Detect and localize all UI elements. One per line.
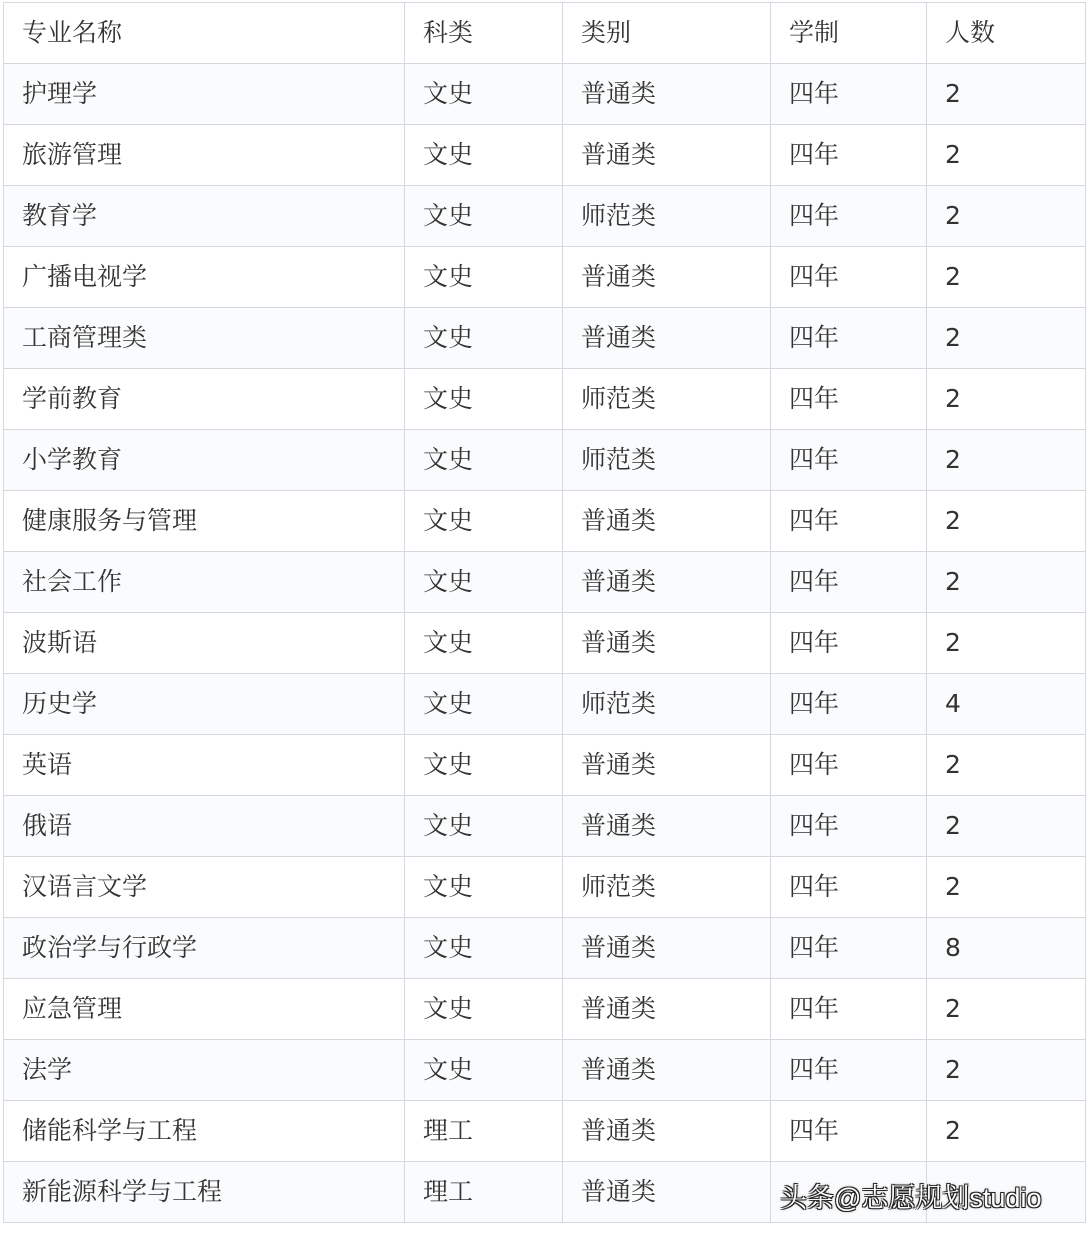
cell-count: 2: [927, 1101, 1086, 1162]
cell-duration: 四年: [771, 186, 927, 247]
cell-major-name: 教育学: [4, 186, 405, 247]
cell-count: 2: [927, 186, 1086, 247]
cell-count: 2: [927, 613, 1086, 674]
table-body: [4, 3, 1086, 1223]
cell-subject-category: 文史: [405, 735, 563, 796]
cell-subject-category: 文史: [405, 613, 563, 674]
cell-type: 普通类: [563, 979, 771, 1040]
table-row: [4, 1040, 1086, 1101]
cell-major-name: 历史学: [4, 674, 405, 735]
majors-table: [3, 2, 1086, 1223]
cell-type: 普通类: [563, 613, 771, 674]
cell-type: 师范类: [563, 369, 771, 430]
cell-type: 师范类: [563, 857, 771, 918]
table-row: [4, 125, 1086, 186]
table-row: [4, 796, 1086, 857]
cell-duration: 四年: [771, 247, 927, 308]
cell-subject-category: 文史: [405, 918, 563, 979]
cell-count: 2: [927, 552, 1086, 613]
cell-subject-category: 文史: [405, 430, 563, 491]
cell-count: 2: [927, 247, 1086, 308]
cell-count: 2: [927, 979, 1086, 1040]
cell-type: 普通类: [563, 308, 771, 369]
cell-type: 普通类: [563, 552, 771, 613]
cell-type: 普通类: [563, 796, 771, 857]
cell-major-name: 小学教育: [4, 430, 405, 491]
cell-subject-category: 文史: [405, 369, 563, 430]
cell-duration: 四年: [771, 430, 927, 491]
cell-subject-category: 文史: [405, 674, 563, 735]
cell-duration: 四年: [771, 857, 927, 918]
cell-major-name: 政治学与行政学: [4, 918, 405, 979]
table-row: [4, 979, 1086, 1040]
cell-count: 2: [927, 491, 1086, 552]
cell-count: 2: [927, 308, 1086, 369]
cell-subject-category: 文史: [405, 247, 563, 308]
cell-duration: 四年: [771, 552, 927, 613]
cell-major-name: 汉语言文学: [4, 857, 405, 918]
cell-major-name: 俄语: [4, 796, 405, 857]
table-row: [4, 552, 1086, 613]
header-cell-duration: 学制: [771, 3, 927, 64]
cell-duration: 四年: [771, 796, 927, 857]
cell-count: 8: [927, 918, 1086, 979]
header-cell-type: 类别: [563, 3, 771, 64]
cell-major-name: 工商管理类: [4, 308, 405, 369]
cell-duration: 四年: [771, 613, 927, 674]
table-row: [4, 674, 1086, 735]
cell-major-name: 应急管理: [4, 979, 405, 1040]
cell-subject-category: 文史: [405, 186, 563, 247]
cell-major-name: 法学: [4, 1040, 405, 1101]
cell-duration: 四年: [771, 1040, 927, 1101]
header-cell-major-name: 专业名称: [4, 3, 405, 64]
cell-major-name: 健康服务与管理: [4, 491, 405, 552]
cell-duration: 四年: [771, 369, 927, 430]
cell-major-name: 广播电视学: [4, 247, 405, 308]
table-row: [4, 857, 1086, 918]
table-row: [4, 918, 1086, 979]
table-row: [4, 430, 1086, 491]
cell-duration: 四年: [771, 491, 927, 552]
cell-subject-category: 文史: [405, 308, 563, 369]
cell-major-name: 旅游管理: [4, 125, 405, 186]
watermark-text: 头条@志愿规划studio: [780, 1183, 1042, 1213]
cell-duration: 四年: [771, 125, 927, 186]
cell-subject-category: 文史: [405, 796, 563, 857]
cell-count: 2: [927, 857, 1086, 918]
table-row: [4, 186, 1086, 247]
cell-subject-category: 文史: [405, 1040, 563, 1101]
table-row: [4, 369, 1086, 430]
cell-major-name: 新能源科学与工程: [4, 1162, 405, 1223]
cell-type: 普通类: [563, 247, 771, 308]
table-header-row: [4, 3, 1086, 64]
cell-major-name: 波斯语: [4, 613, 405, 674]
cell-type: 师范类: [563, 186, 771, 247]
cell-subject-category: 文史: [405, 125, 563, 186]
cell-count: 4: [927, 674, 1086, 735]
cell-subject-category: 文史: [405, 857, 563, 918]
cell-type: 普通类: [563, 1040, 771, 1101]
cell-count: 2: [927, 369, 1086, 430]
cell-major-name: 护理学: [4, 64, 405, 125]
table-row: [4, 491, 1086, 552]
cell-duration: 四年: [771, 735, 927, 796]
cell-duration: 四年: [771, 308, 927, 369]
cell-count: 2: [927, 125, 1086, 186]
table-row: [4, 308, 1086, 369]
cell-duration: 四年: [771, 64, 927, 125]
cell-type: 普通类: [563, 491, 771, 552]
cell-major-name: 英语: [4, 735, 405, 796]
cell-subject-category: 文史: [405, 491, 563, 552]
cell-type: 师范类: [563, 430, 771, 491]
cell-subject-category: 文史: [405, 64, 563, 125]
cell-major-name: 社会工作: [4, 552, 405, 613]
table-row: [4, 247, 1086, 308]
header-cell-subject-category: 科类: [405, 3, 563, 64]
cell-subject-category: 理工: [405, 1101, 563, 1162]
table-row: [4, 1101, 1086, 1162]
table-row: [4, 64, 1086, 125]
cell-duration: 四年: [771, 1101, 927, 1162]
cell-type: 普通类: [563, 735, 771, 796]
cell-subject-category: 文史: [405, 552, 563, 613]
cell-type: 普通类: [563, 918, 771, 979]
cell-major-name: 学前教育: [4, 369, 405, 430]
cell-type: 普通类: [563, 125, 771, 186]
cell-count: 2: [927, 64, 1086, 125]
cell-type: 普通类: [563, 1162, 771, 1223]
cell-count: 2: [927, 796, 1086, 857]
cell-subject-category: 文史: [405, 979, 563, 1040]
cell-type: 师范类: [563, 674, 771, 735]
cell-count: 2: [927, 735, 1086, 796]
table-row: [4, 613, 1086, 674]
cell-duration: 四年: [771, 979, 927, 1040]
cell-duration: 四年: [771, 674, 927, 735]
cell-duration: 四年: [771, 918, 927, 979]
cell-count: 2: [927, 430, 1086, 491]
header-cell-count: 人数: [927, 3, 1086, 64]
cell-type: 普通类: [563, 1101, 771, 1162]
cell-subject-category: 理工: [405, 1162, 563, 1223]
cell-type: 普通类: [563, 64, 771, 125]
cell-count: 2: [927, 1040, 1086, 1101]
table-row: [4, 735, 1086, 796]
cell-major-name: 储能科学与工程: [4, 1101, 405, 1162]
